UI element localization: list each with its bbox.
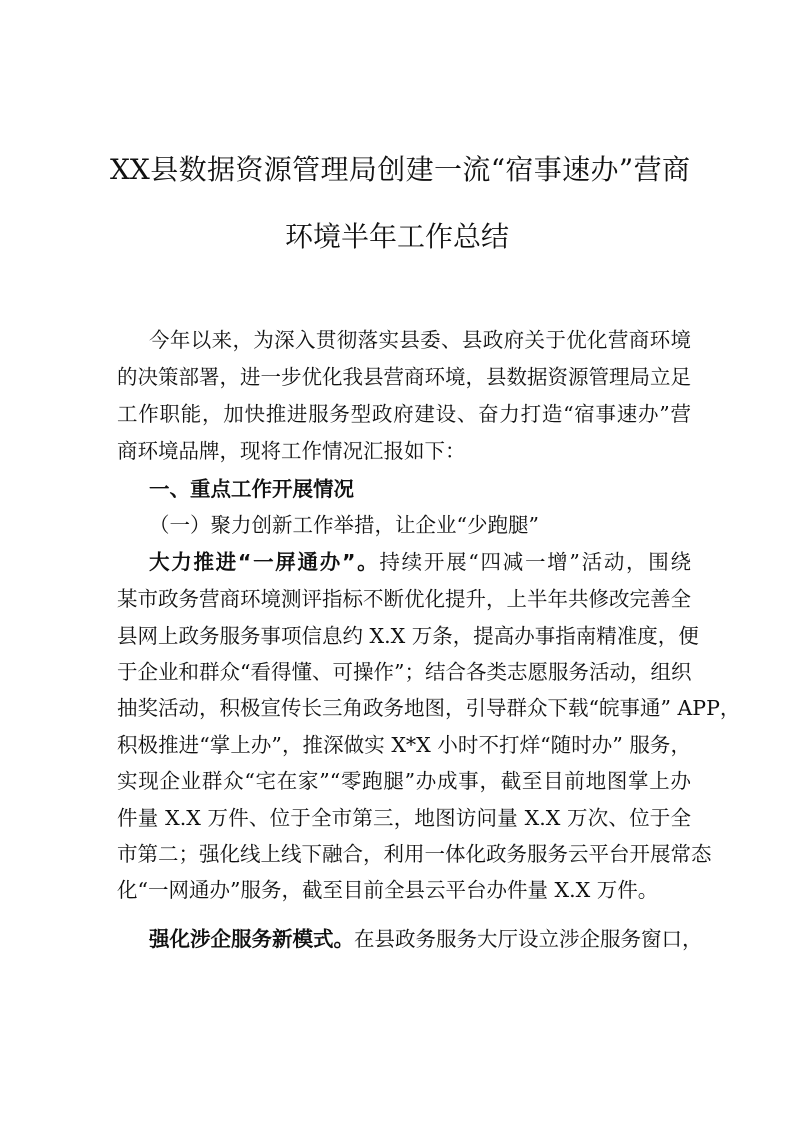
paragraph-text: 持续开展“四减一增”活动，围绕 bbox=[379, 550, 691, 574]
paragraph-line: 某市政务营商环境测评指标不断优化提升，上半年共修改完善全 bbox=[117, 587, 691, 611]
intro-line: 今年以来，为深入贯彻落实县委、县政府关于优化营商环境 bbox=[149, 328, 691, 352]
paragraph-line: 于企业和群众“看得懂、可操作”；结合各类志愿服务活动，组织 bbox=[117, 660, 692, 684]
subsection-heading: （一）聚力创新工作举措，让企业“少跑腿” bbox=[149, 513, 539, 537]
document-title-line-2: 环境半年工作总结 bbox=[284, 220, 509, 253]
paragraph-lead: 强化涉企服务新模式。 bbox=[149, 927, 354, 951]
paragraph-line: 件量 X.X 万件、位于全市第三，地图访问量 X.X 万次、位于全 bbox=[117, 806, 691, 830]
paragraph-line: 实现企业群众“宅在家”“零跑腿”办成事，截至目前地图掌上办 bbox=[117, 769, 691, 793]
paragraph-first-line bbox=[117, 544, 691, 581]
paragraph-lead: 大力推进“一屏通办”。 bbox=[149, 550, 380, 574]
paragraph-text: 在县政务服务大厅设立涉企服务窗口， bbox=[354, 927, 703, 951]
intro-line: 工作职能，加快推进服务型政府建设、奋力打造“宿事速办”营 bbox=[117, 402, 691, 426]
paragraph-line: 化“一网通办”服务，截至目前全县云平台办件量 X.X 万件。 bbox=[117, 878, 659, 902]
paragraph-line: 积极推进“掌上办”，推深做实 X*X 小时不打烊“随时办” 服务， bbox=[117, 733, 691, 757]
paragraph-line: 县网上政务服务事项信息约 X.X 万条，提高办事指南精准度，便 bbox=[117, 624, 699, 648]
section-heading: 一、重点工作开展情况 bbox=[149, 477, 354, 501]
intro-line: 的决策部署，进一步优化我县营商环境，县数据资源管理局立足 bbox=[117, 365, 691, 389]
paragraph-line: 市第二；强化线上线下融合，利用一体化政务服务云平台开展常态 bbox=[117, 842, 712, 866]
intro-line: 商环境品牌，现将工作情况汇报如下： bbox=[117, 439, 466, 463]
paragraph-line: 抽奖活动，积极宣传长三角政务地图，引导群众下载“皖事通” APP， bbox=[117, 696, 741, 720]
paragraph-first-line bbox=[117, 921, 703, 958]
document-title-line-1: XX县数据资源管理局创建一流“宿事速办”营商 bbox=[110, 153, 690, 186]
